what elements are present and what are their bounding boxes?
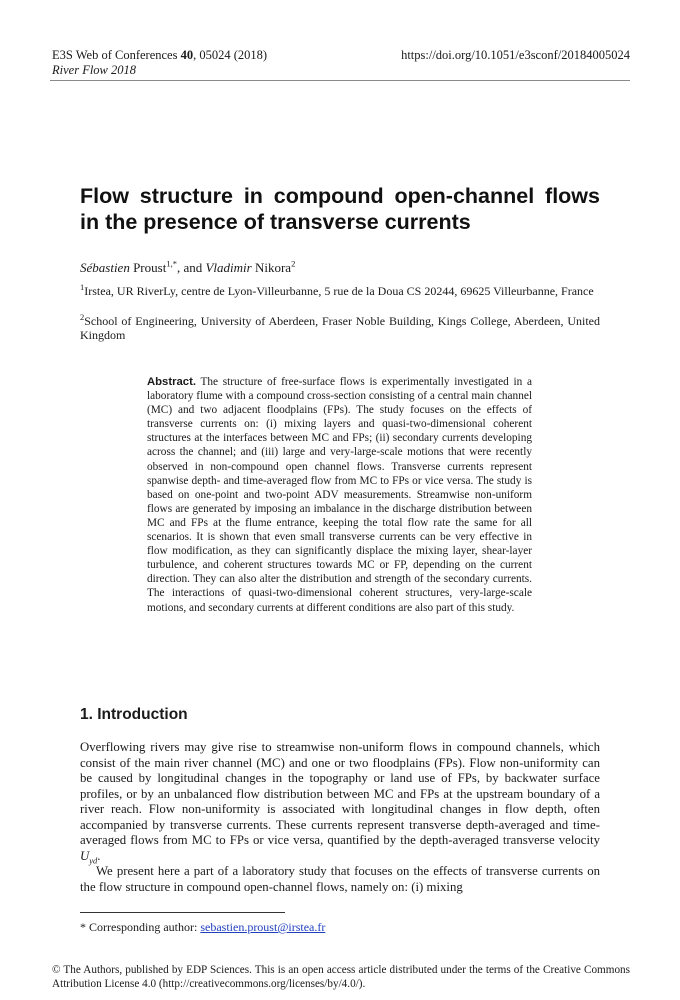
corresponding-author-email-link[interactable]: sebastien.proust@irstea.fr <box>200 920 326 934</box>
author-2-last-name: Nikora <box>251 260 292 275</box>
paper-title: Flow structure in compound open-channel flows in the presence of transverse currents <box>80 184 600 234</box>
conference-venue: River Flow 2018 <box>52 63 137 77</box>
paragraph-2: We present here a part of a laboratory study that focuses on the effects of transverse currents on the flow structure in compound open-channel flows, namely on: (i) mixing <box>80 864 600 894</box>
section-heading-introduction: 1. Introduction <box>80 706 188 723</box>
author-1-first-name: Sébastien <box>80 260 130 275</box>
corresponding-author-footnote: * Corresponding author: sebastien.proust@irstea.fr <box>80 920 326 934</box>
author-1-last-name: Proust <box>129 260 167 275</box>
header-divider <box>50 80 630 81</box>
author-2-affiliation-mark: 2 <box>291 258 296 269</box>
author-separator: , and <box>176 260 206 275</box>
abstract-label: Abstract. <box>147 376 196 388</box>
license-notice: © The Authors, published by EDP Sciences. This is an open access article distributed under the terms of the Creative Commons Attribution License 4.0 (http://creativecommons.org/licenses/by/4.0/). <box>52 964 630 990</box>
author-1-affiliation-mark: 1,* <box>166 258 177 269</box>
introduction-body <box>80 740 600 895</box>
affiliation-1: $^1$Irstea, UR RiverLy, centre de Lyon-Villeurbanne, 5 rue de la Doua CS 20244, 69625 Villeurbanne, France <box>80 282 594 298</box>
author-line <box>80 260 295 276</box>
abstract-text: The structure of free-surface flows is experimentally investigated in a laboratory flume with a compound cross-section consisting of a central main channel (MC) and two adjacent floodplains (FPs). The study focuses on the effects of transverse currents on: (i) mixing layers and quasi-two-dimensional coherent structures at the interfaces between MC and FPs; (ii) secondary currents developing across the channel; and (iii) large and very-large-scale motions that were recently observed in non-compound open channel flows. Transverse currents represent spanwise depth- and time-averaged flow from MC to FPs or vice versa. The study is based on one-point and two-point ADV measurements. Streamwise non-uniform flows are generated by imposing an imbalance in the discharge distribution between MC and FPs at the flume entrance, keeping the total flow rate the same for all scenarios. It is shown that even small transverse currents can be very effective in flow modification, as they can significantly displace the mixing layer, shear-layer turbulence, and coherent structures towards MC or FP, depending on the current direction. They can also alter the distribution and strength of the secondary currents. The interactions of quasi-two-dimensional coherent structures, very-large-scale motions, and secondary currents at different conditions are also part of this study. <box>147 376 532 614</box>
abstract <box>147 375 532 615</box>
volume-number: 40 <box>180 48 194 62</box>
velocity-symbol: $U_{yd}$ <box>80 848 98 866</box>
journal-citation: E3S Web of Conferences 40, 05024 (2018) <box>52 48 268 62</box>
affiliation-2: $^2$School of Engineering, University of Aberdeen, Fraser Noble Building, Kings College, Aberdeen, United Kingdom <box>80 312 600 342</box>
author-2-first-name: Vladimir <box>205 260 252 275</box>
running-header-left <box>52 48 267 78</box>
paragraph-1: Overflowing rivers may give rise to streamwise non-uniform flows in compound channels, which consist of the main river channel (MC) and one or two floodplains (FPs). Flow non-uniformity can be caused by longitudinal changes in the topography or land use of FPs, by backwater surface profiles, or by an unbalanced flow distribution between MC and FPs at the upstream boundary of a river reach. Flow non-uniformity is associated with longitudinal changes in flow depth, often accompanied by transverse currents. These currents represent transverse depth-averaged and time-averaged flows from MC to FPs or vice versa, quantified by the depth-averaged transverse velocity $U_{yd}$. <box>80 740 600 866</box>
doi-link[interactable]: https://doi.org/10.1051/e3sconf/20184005024 <box>401 48 630 62</box>
footnote-divider <box>80 912 285 913</box>
